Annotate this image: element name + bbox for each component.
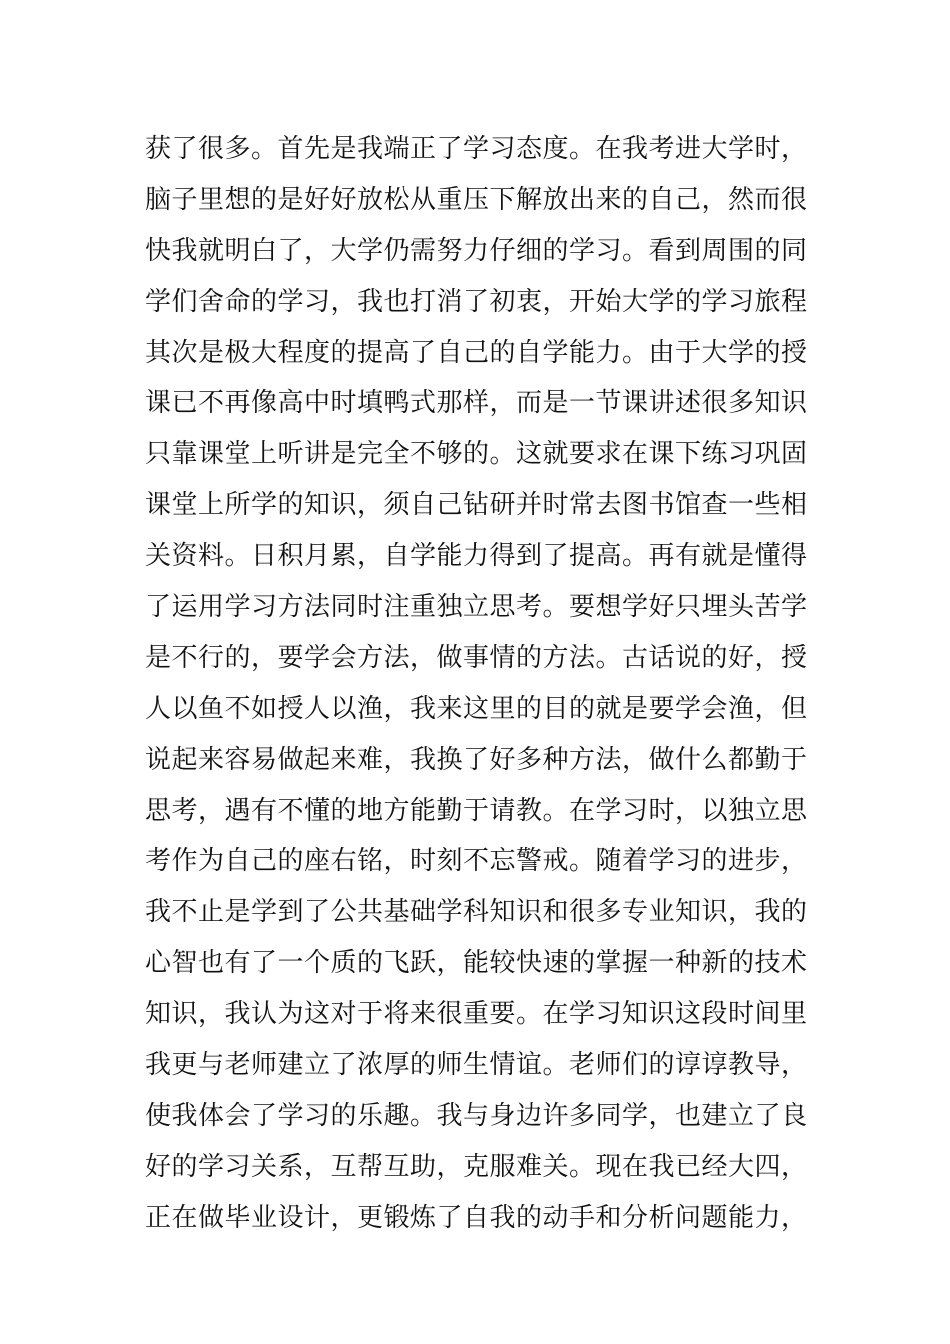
text-line: 只靠课堂上听讲是完全不够的。这就要求在课下练习巩固 — [145, 439, 808, 470]
text-line: 知识，我认为这对于将来很重要。在学习知识这段时间里 — [145, 999, 808, 1030]
text-line: 说起来容易做起来难，我换了好多种方法，做什么都勤于 — [145, 744, 808, 775]
text-line: 好的学习关系，互帮互助，克服难关。现在我已经大四， — [145, 1151, 808, 1182]
text-line: 其次是极大程度的提高了自己的自学能力。由于大学的授 — [145, 337, 808, 368]
text-line: 心智也有了一个质的飞跃，能较快速的掌握一种新的技术 — [145, 948, 808, 979]
text-line: 思考，遇有不懂的地方能勤于请教。在学习时，以独立思 — [145, 795, 808, 826]
text-line: 课已不再像高中时填鸭式那样，而是一节课讲述很多知识 — [145, 388, 808, 419]
text-line: 是不行的，要学会方法，做事情的方法。古话说的好，授 — [145, 642, 808, 673]
text-line: 课堂上所学的知识，须自己钻研并时常去图书馆查一些相 — [145, 490, 808, 521]
text-line: 考作为自己的座右铭，时刻不忘警戒。随着学习的进步， — [145, 846, 808, 877]
text-line: 学们舍命的学习，我也打消了初衷，开始大学的学习旅程 — [145, 286, 808, 317]
text-line: 了运用学习方法同时注重独立思考。要想学好只埋头苦学 — [145, 592, 808, 623]
text-line: 正在做毕业设计，更锻炼了自我的动手和分析问题能力， — [145, 1202, 808, 1233]
text-line: 人以鱼不如授人以渔，我来这里的目的就是要学会渔，但 — [145, 693, 808, 724]
text-line: 我更与老师建立了浓厚的师生情谊。老师们的谆谆教导， — [145, 1050, 808, 1081]
text-line: 快我就明白了，大学仍需努力仔细的学习。看到周围的同 — [145, 235, 808, 266]
text-line: 关资料。日积月累，自学能力得到了提高。再有就是懂得 — [145, 541, 808, 572]
text-line: 我不止是学到了公共基础学科知识和很多专业知识，我的 — [145, 897, 808, 928]
text-line: 脑子里想的是好好放松从重压下解放出来的自己，然而很 — [145, 184, 808, 215]
body-text — [145, 124, 810, 1244]
text-line: 使我体会了学习的乐趣。我与身边许多同学，也建立了良 — [145, 1100, 808, 1131]
text-line: 获了很多。首先是我端正了学习态度。在我考进大学时， — [145, 134, 808, 164]
